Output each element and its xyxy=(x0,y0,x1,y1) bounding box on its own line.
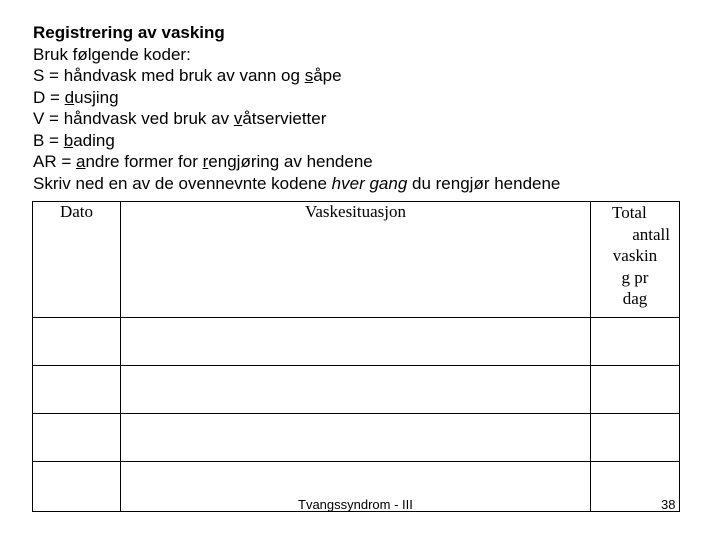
instruction-text: Skriv ned en av de ovennevnte kodene hver gang du rengjør hendene xyxy=(33,173,561,193)
footer-text: Tvangssyndrom - III xyxy=(298,497,413,512)
vaskesituasjon-cell[interactable] xyxy=(121,318,591,366)
code-s: S = håndvask med bruk av vann og såpe xyxy=(33,66,342,85)
total-cell[interactable] xyxy=(591,318,680,366)
wash-log-table xyxy=(32,201,680,512)
dato-cell[interactable] xyxy=(33,318,121,366)
table-row xyxy=(33,366,680,414)
header-vaskesituasjon: Vaskesituasjon xyxy=(121,202,591,318)
code-ar: AR = andre former for rengjøring av hendene xyxy=(33,152,373,171)
code-v: V = håndvask ved bruk av våtservietter xyxy=(33,109,327,128)
instructions-block xyxy=(33,22,693,194)
form-title: Registrering av vasking xyxy=(33,23,225,42)
table-header-row xyxy=(33,202,680,318)
page-number: 38 xyxy=(661,497,676,512)
vaskesituasjon-cell[interactable] xyxy=(121,366,591,414)
dato-cell[interactable] xyxy=(33,366,121,414)
table-row xyxy=(33,318,680,366)
table-row xyxy=(33,414,680,462)
header-dato: Dato xyxy=(33,202,121,318)
codes-subtitle: Bruk følgende koder: xyxy=(33,44,191,64)
total-cell[interactable] xyxy=(591,414,680,462)
vaskesituasjon-cell[interactable] xyxy=(121,414,591,462)
header-total: Total antall vaskin g pr dag xyxy=(591,202,680,318)
total-cell[interactable] xyxy=(591,366,680,414)
dato-cell[interactable] xyxy=(33,414,121,462)
code-d: D = dusjing xyxy=(33,87,119,107)
code-b: B = bading xyxy=(33,130,115,150)
dato-cell[interactable] xyxy=(33,462,121,512)
